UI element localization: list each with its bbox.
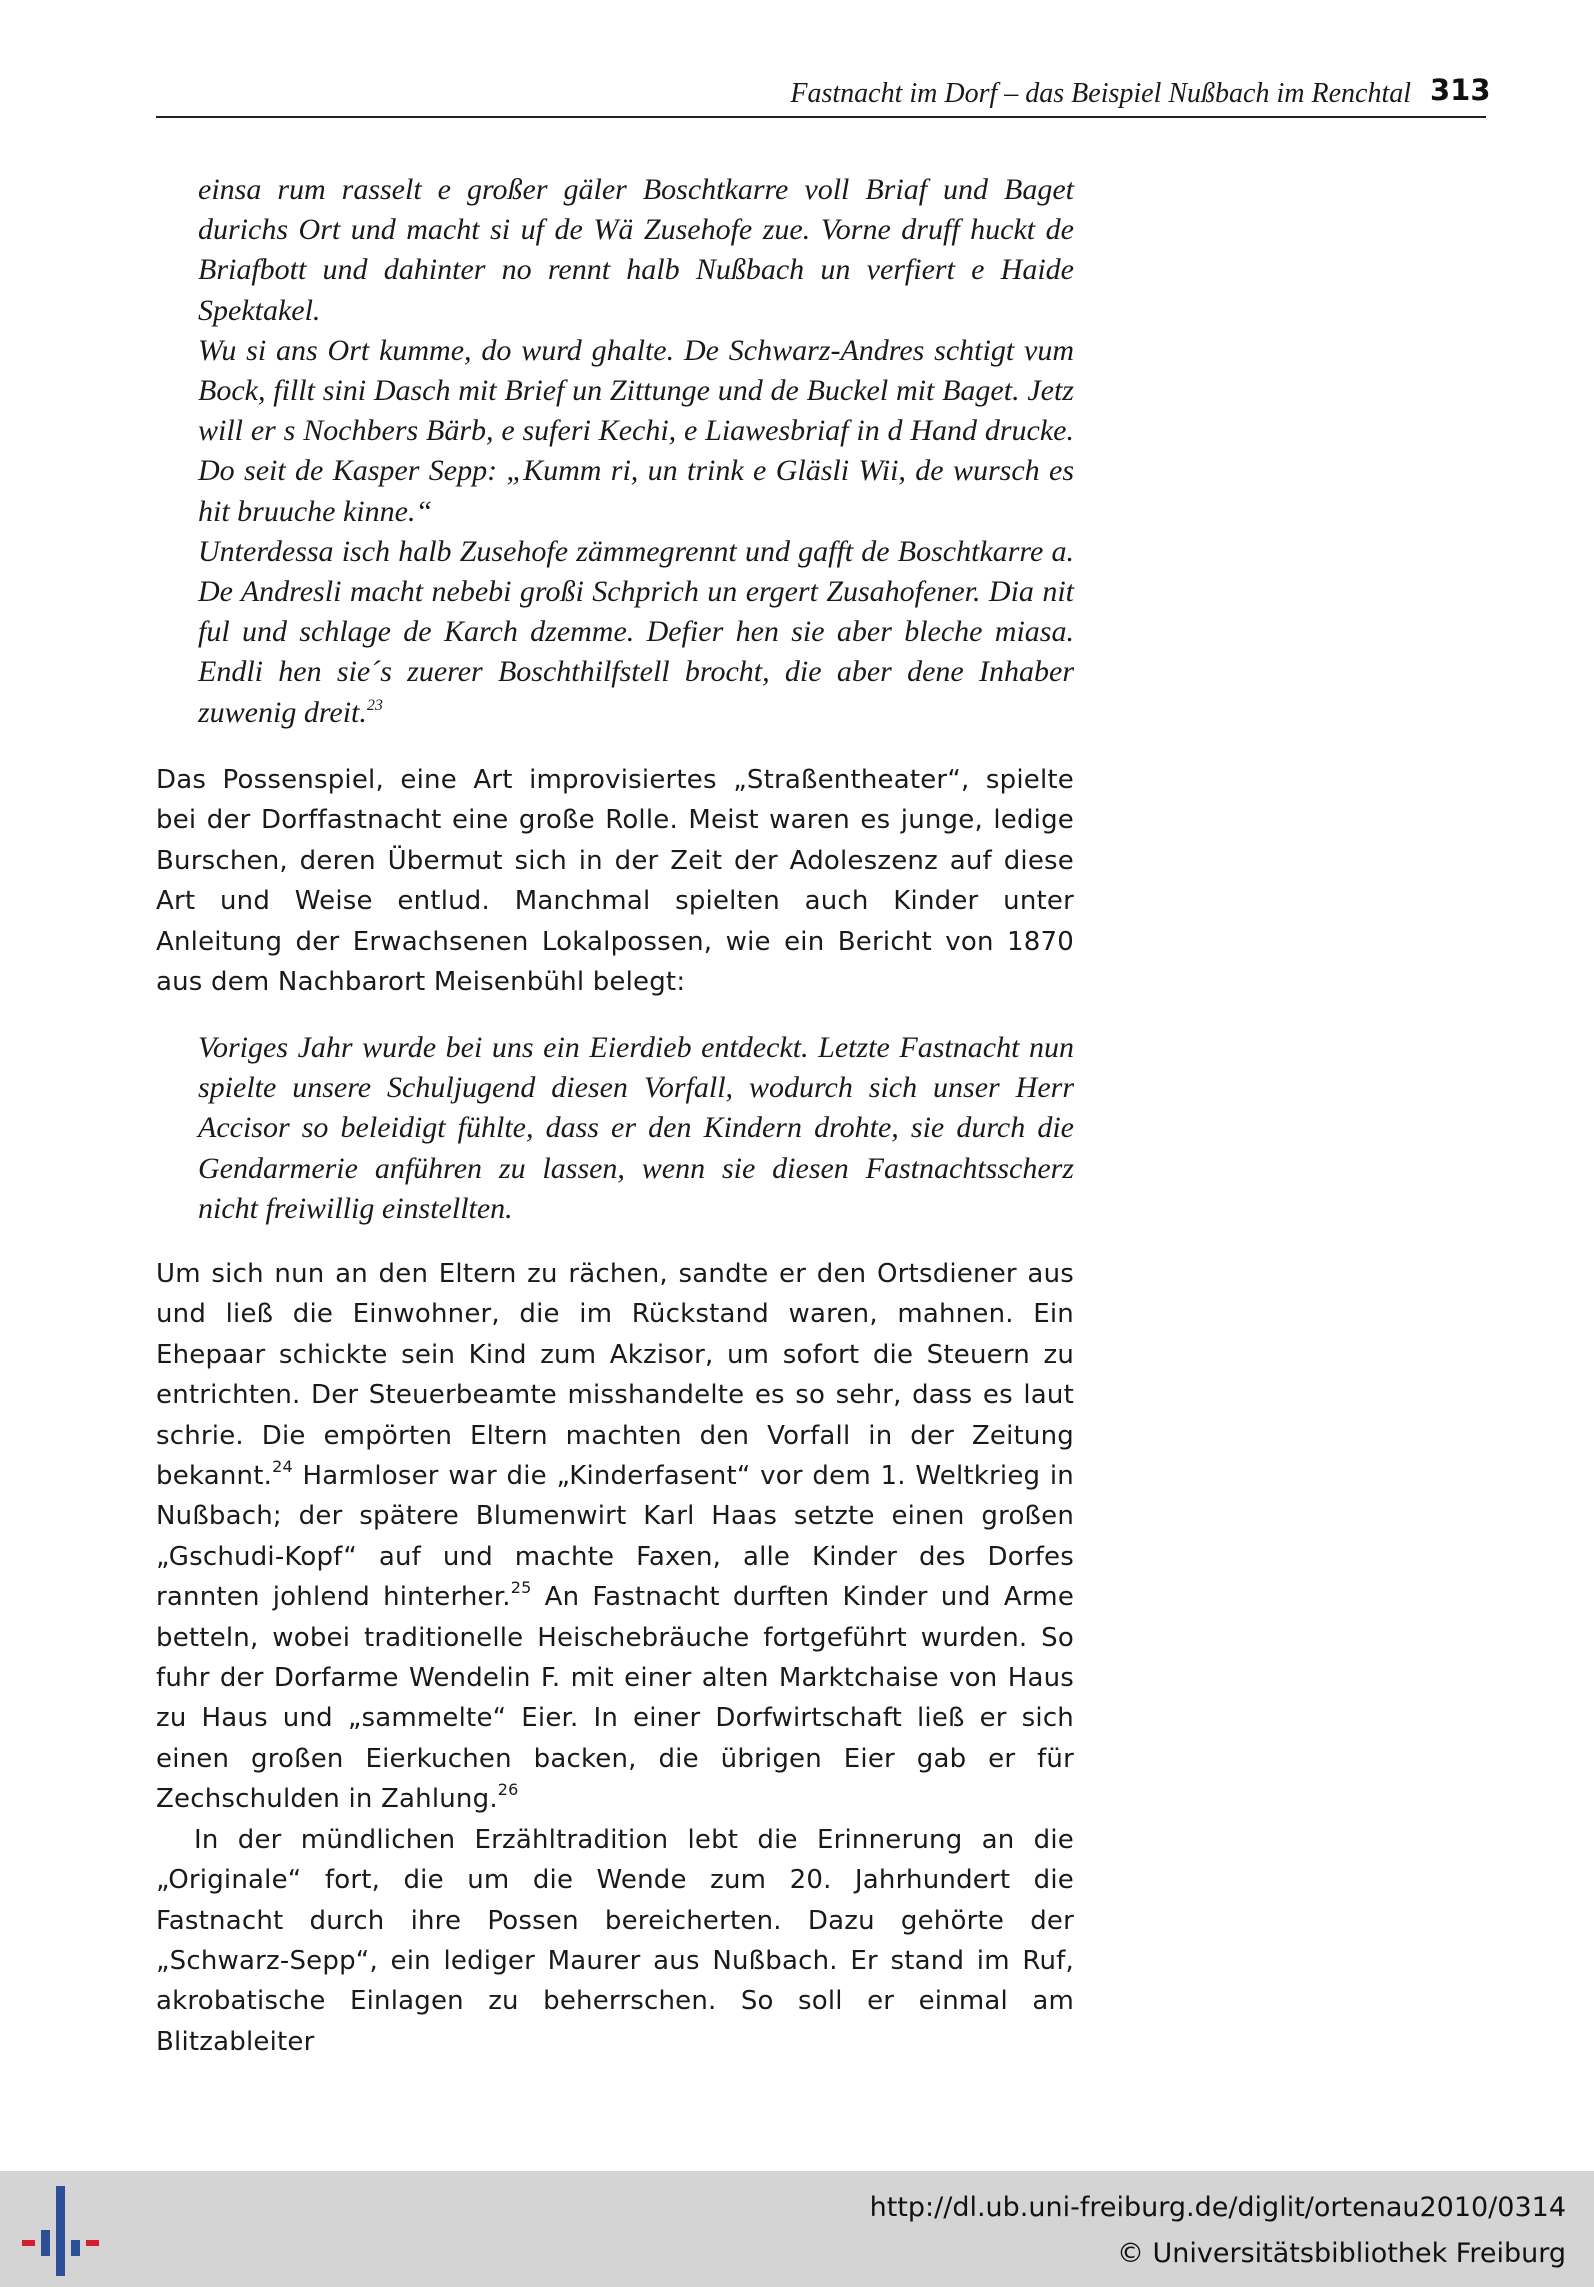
page-header bbox=[0, 0, 1594, 118]
paragraph-text: Harmloser war die „Kinderfasent“ vor dem 1. Weltkrieg in Nußbach; der spätere Blumenwirt Karl Haas setzte einen großen „Gschudi-Kopf“ auf und machte Faxen, alle Kinder des Dorfes rannten johlend hinterher. bbox=[156, 1461, 1074, 1613]
source-url: http://dl.ub.uni-freiburg.de/diglit/ortenau2010/0314 bbox=[869, 2192, 1566, 2223]
body-text bbox=[156, 1254, 1074, 2062]
footnote-ref: 26 bbox=[497, 1780, 519, 1800]
ub-freiburg-logo-icon bbox=[22, 2186, 100, 2276]
body-paragraph bbox=[156, 1254, 1074, 1820]
footnote-ref: 25 bbox=[510, 1578, 532, 1598]
header-rule bbox=[156, 116, 1486, 118]
quote-paragraph bbox=[198, 532, 1074, 733]
copyright-notice: © Universitätsbibliothek Freiburg bbox=[1116, 2238, 1566, 2269]
body-paragraph bbox=[156, 760, 1074, 1002]
quote-paragraph: einsa rum rasselt e großer gäler Boschtkarre voll Briaf und Baget durichs Ort und macht si uf de Wä Zusehofe zue. Vorne druff huckt de Briafbott und dahinter no rennt halb Nußbach un verfiert e Haide Spektakel. bbox=[198, 173, 1074, 327]
paragraph-text: Um sich nun an den Eltern zu rächen, sandte er den Ortsdiener aus und ließ die Einwohner, die im Rückstand waren, mahnen. Ein Ehepaar schickte sein Kind zum Akzisor, um sofort die Steuern zu entrichten. Der Steuerbeamte misshandelte es so sehr, dass es laut schrie. Die empörten Eltern machten den Vorfall in der Zeitung bekannt. bbox=[156, 1259, 1074, 1492]
footnote-ref: 23 bbox=[366, 696, 383, 714]
footer-band bbox=[0, 2171, 1594, 2287]
quote-text: Unterdessa isch halb Zusehofe zämmegrennt und gafft de Boschtkarre a. De Andresli macht nebebi großi Schprich un ergert Zusahofener. Dia nit ful und schlage de Karch dzemme. Defier hen sie aber bleche miasa. Endli hen sie´s zuerer Boschthilfstell brocht, die aber dene Inhaber zuwenig dreit. bbox=[198, 534, 1074, 729]
quote-paragraph: Voriges Jahr wurde bei uns ein Eierdieb entdeckt. Letzte Fastnacht nun spielte unsere Schuljugend diesen Vorfall, wodurch sich unser Herr Accisor so beleidigt fühlte, dass er den Kindern drohte, sie durch die Gendarmerie anführen zu lassen, wenn sie diesen Fastnachtsscherz nicht freiwillig einstellten. bbox=[198, 1031, 1074, 1225]
paragraph-text: An Fastnacht durften Kinder und Arme betteln, wobei traditionelle Heischebräuche fortgeführt wurden. So fuhr der Dorfarme Wendelin F. mit einer alten Marktchaise von Haus zu Haus und „sammelte“ Eier. In einer Dorfwirtschaft ließ er sich einen großen Eierkuchen backen, die übrigen Eier gab er für Zechschulden in Zahlung. bbox=[156, 1582, 1075, 1815]
running-title: Fastnacht im Dorf – das Beispiel Nußbach im Renchtal bbox=[790, 78, 1411, 109]
page-number: 313 bbox=[1430, 73, 1491, 107]
report-quote bbox=[198, 1028, 1074, 1229]
dialect-quote bbox=[198, 170, 1074, 733]
body-paragraph: In der mündlichen Erzähltradition lebt die Erinnerung an die „Originale“ fort, die um die Wende zum 20. Jahrhundert die Fastnacht durch ihre Possen bereicherten. Dazu gehörte der „Schwarz-Sepp“, ein lediger Maurer aus Nußbach. Er stand im Ruf, akrobatische Einlagen zu beherrschen. So soll er einmal am Blitzableiter bbox=[156, 1824, 1074, 2057]
footnote-ref: 24 bbox=[272, 1457, 293, 1477]
paragraph-text: Das Possenspiel, eine Art improvisiertes „Straßentheater“, spielte bei der Dorffastnacht eine große Rolle. Meist waren es junge, ledige Burschen, deren Übermut sich in der Zeit der Adoleszenz auf diese Art und Weise entlud. Manchmal spielten auch Kinder unter Anleitung der Erwachsenen Lokalpossen, wie ein Bericht von 1870 aus dem Nachbarort Meisenbühl belegt: bbox=[156, 765, 1074, 998]
quote-paragraph: Wu si ans Ort kumme, do wurd ghalte. De Schwarz-Andres schtigt vum Bock, fillt sini Dasch mit Brief un Zittunge und de Buckel mit Baget. Jetz will er s Nochbers Bärb, e suferi Kechi, e Liawesbriaf in d Hand drucke. Do seit de Kasper Sepp: „Kumm ri, un trink e Gläsli Wii, de wursch es hit bruuche kinne.“ bbox=[198, 333, 1074, 528]
